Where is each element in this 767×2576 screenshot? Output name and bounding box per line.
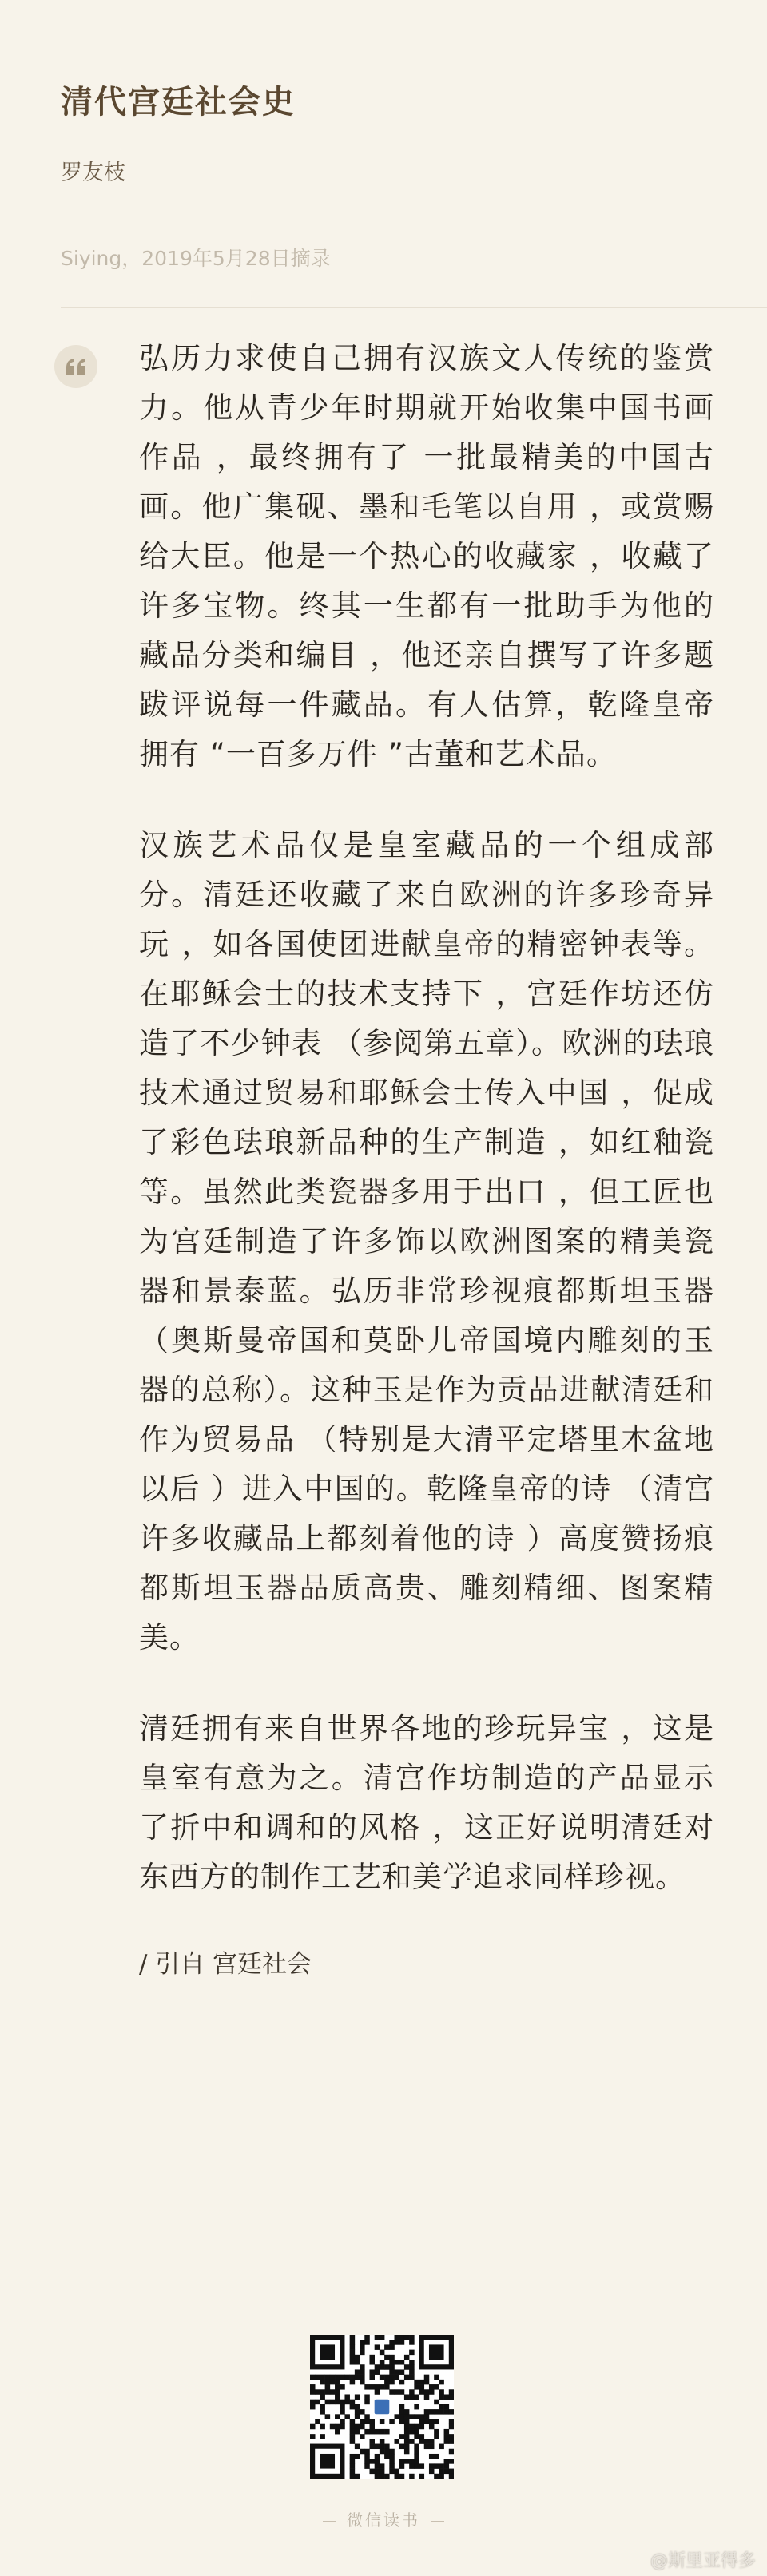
book-title[interactable]: 清代宫廷社会史 — [61, 84, 296, 121]
qr-code[interactable] — [310, 2335, 454, 2479]
quote-icon — [65, 358, 87, 375]
excerpt-body — [139, 334, 714, 1980]
book-author[interactable]: 罗友枝 — [61, 161, 125, 185]
caption-dash-right — [431, 2521, 444, 2522]
watermark: @斯里亚得多 — [650, 2551, 756, 2571]
excerpt-source[interactable]: / 引自 宫廷社会 — [139, 1950, 312, 1979]
excerpt-paragraph-1: 弘历力求使自己拥有汉族文人传统的鉴赏力。他从青少年时期就开始收集中国书画作品 ，最终拥有了 一批最精美的中国古画。他广集砚、墨和毛笔以自用 ，或赏赐给大臣。他是一个热心的收藏家 ，收藏了许多宝物。终其一生都有一批助手为他的藏品分类和编目 ，他还亲自撰写了许多题跋评说每一件藏品。有人估算，乾隆皇帝拥有 “一百多万件 ”古董和艺术品。 — [139, 341, 714, 771]
excerpt-meta: Siying，2019年5月28日摘录 — [61, 247, 331, 270]
qr-caption — [0, 2507, 767, 2530]
excerpt-paragraph-3: 清廷拥有来自世界各地的珍玩异宝 ，这是皇室有意为之。清宫作坊制造的产品显示了折中和调和的风格 ，这正好说明清廷对东西方的制作工艺和美学追求同样珍视。 — [139, 1711, 714, 1894]
excerpt-paragraph-2: 汉族艺术品仅是皇室藏品的一个组成部分。清廷还收藏了来自欧洲的许多珍奇异玩 ，如各国使团进献皇帝的精密钟表等。在耶稣会士的技术支持下 ，宫廷作坊还仿造了不少钟表 （参阅第五章）。欧洲的珐琅技术通过贸易和耶稣会士传入中国 ，促成了彩色珐琅新品种的生产制造 ，如红釉瓷等。虽然此类瓷器多用于出口 ，但工匠也为宫廷制造了许多饰以欧洲图案的精美瓷器和景泰蓝。弘历非常珍视痕都斯坦玉器 （奥斯曼帝国和莫卧儿帝国境内雕刻的玉器的总称）。这种玉是作为贡品进献清廷和作为贸易品 （特别是大清平定塔里木盆地以后 ）进入中国的。乾隆皇帝的诗 （清宫许多收藏品上都刻着他的诗 ）高度赞扬痕都斯坦玉器品质高贵、雕刻精细、图案精美。 — [139, 828, 714, 1655]
qr-code-image — [310, 2335, 454, 2479]
qr-caption-text: 微信读书 — [347, 2511, 420, 2530]
divider — [61, 307, 767, 308]
caption-dash-left — [323, 2521, 336, 2522]
quote-badge — [54, 345, 97, 388]
